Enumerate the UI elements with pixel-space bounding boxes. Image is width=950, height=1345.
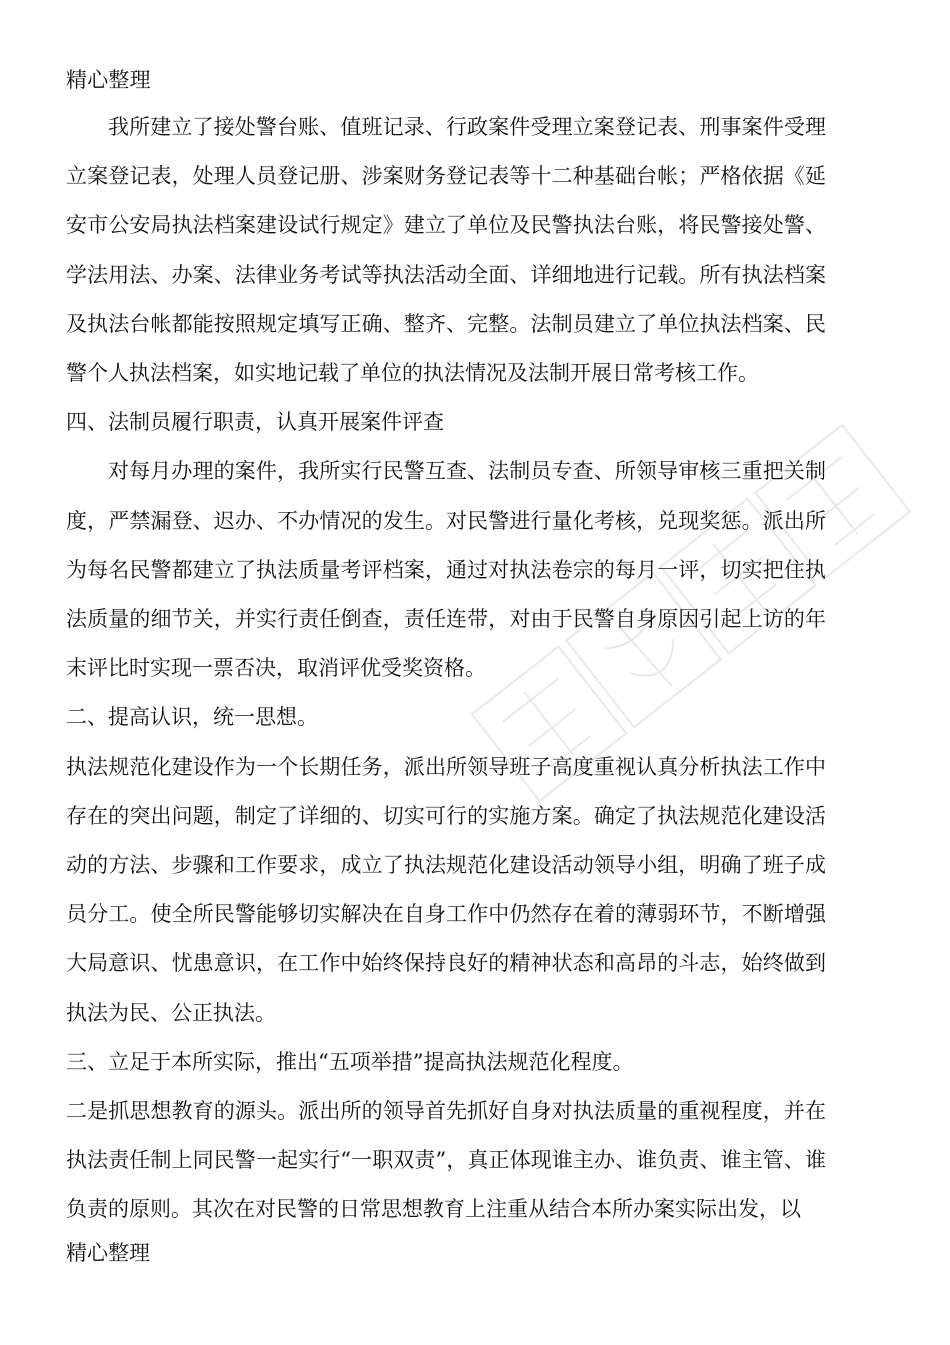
section-heading-two: 二、提高认识，统一思想。 bbox=[66, 705, 318, 730]
paragraph-long-term-task: 执法规范化建设作为一个长期任务，派出所领导班子高度重视认真分析执法工作中存在的突出问题，制定了详细的、切实可行的实施方案。确定了执法规范化建设活动的方法、步骤和工作要求，成立了执法规范化建设活动领导小组，明确了班子成员分工。使全所民警能够切实解决在自身工作中仍然存在着的薄弱环节，不断增强大局意识、忧患意识，在工作中始终保持良好的精神状态和高昂的斗志，始终做到执法为民、公正执法。 bbox=[66, 754, 826, 1025]
document-body bbox=[66, 63, 826, 1235]
section-heading-four: 四、法制员履行职责，认真开展案件评查 bbox=[66, 410, 444, 435]
paragraph-ideological-education: 二是抓思想教育的源头。派出所的领导首先抓好自身对执法质量的重视程度，并在执法责任制上同民警一起实行“一职双责”，真正体现谁主办、谁负责、谁主管、谁负责的原则。其次在对民警的日常思想教育上注重从结合本所办案实际出发，以 bbox=[66, 1099, 826, 1222]
paragraph-archives: 我所建立了接处警台账、值班记录、行政案件受理立案登记表、刑事案件受理立案登记表，处理人员登记册、涉案财务登记表等十二种基础台帐；严格依据《延安市公安局执法档案建设试行规定》建立了单位及民警执法台账，将民警接处警、学法用法、办案、法律业务考试等执法活动全面、详细地进行记载。所有执法档案及执法台帐都能按照规定填写正确、整齐、完整。法制员建立了单位执法档案、民警个人执法档案，如实地记载了单位的执法情况及法制开展日常考核工作。 bbox=[66, 115, 826, 386]
paragraph-case-review: 对每月办理的案件，我所实行民警互查、法制员专查、所领导审核三重把关制度，严禁漏登、迟办、不办情况的发生。对民警进行量化考核，兑现奖惩。派出所为每名民警都建立了执法质量考评档案，通过对执法卷宗的每月一评，切实把住执法质量的细节关，并实行责任倒查，责任连带，对由于民警自身原因引起上访的年末评比时实现一票否决，取消评优受奖资格。 bbox=[66, 459, 826, 681]
page-header-label: 精心整理 bbox=[66, 68, 151, 92]
section-heading-three: 三、立足于本所实际，推出“五项举措”提高执法规范化程度。 bbox=[66, 1049, 634, 1074]
page-footer-label: 精心整理 bbox=[66, 1241, 150, 1265]
